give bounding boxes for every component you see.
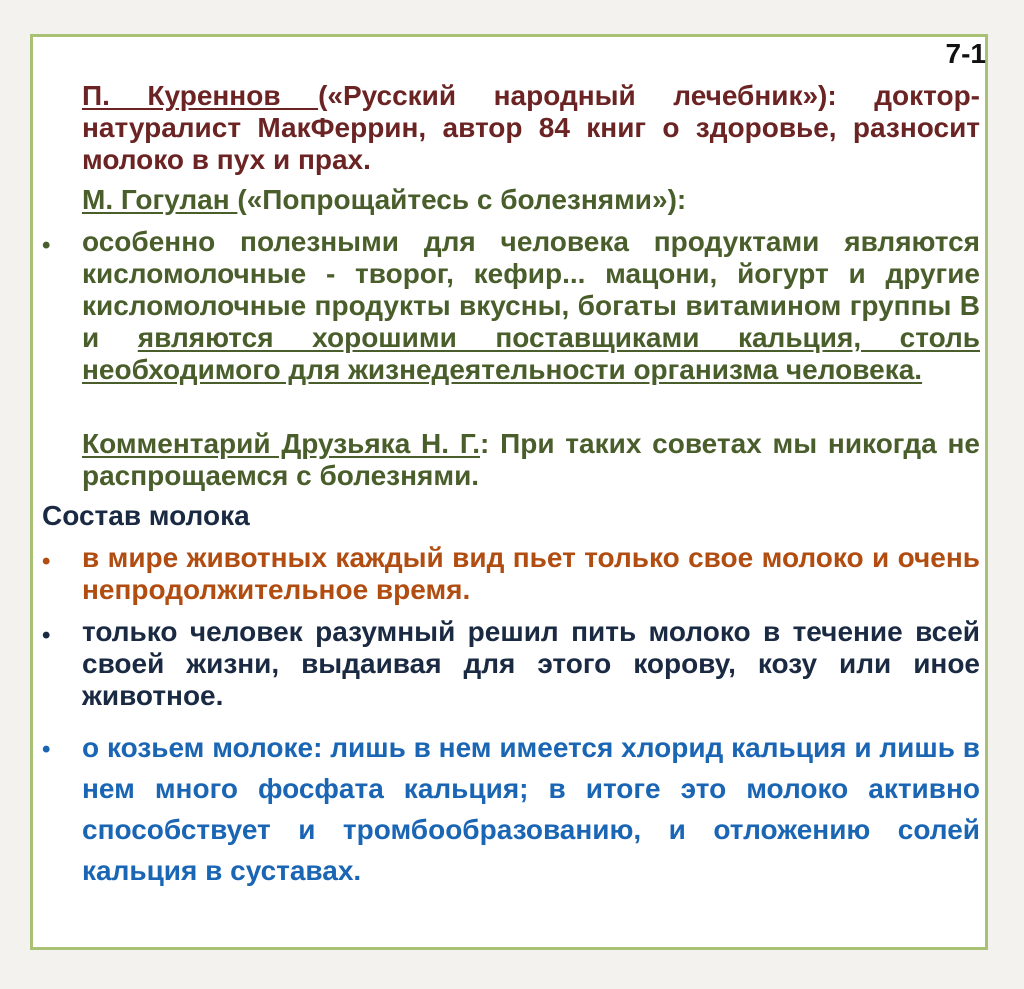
comment-label: Комментарий Друзьяка Н. Г. [82, 428, 480, 459]
gogulan-author: М. Гогулан [82, 184, 238, 215]
animals-bullet: в мире животных каждый вид пьет только свое молоко и очень непродолжительное время. [82, 542, 980, 605]
fermented-milk-text: особенно полезными для человека продуктами являются кисломолочные - творог, кефир... мацони, йогурт и другие кисломолочные продукты вкусны, богаты витамином группы В и [82, 226, 980, 353]
goat-milk-bullet: о козьем молоке: лишь в нем имеется хлорид кальция и лишь в нем много фосфата кальция; в итоге это молоко активно способствует и тромбообразованию, и отложению солей кальция в суставах. [82, 732, 980, 886]
fermented-milk-bullet [82, 226, 980, 386]
comment-paragraph [82, 428, 980, 492]
section-heading: Состав молока [42, 500, 250, 531]
gogulan-paragraph [82, 184, 980, 216]
kurennov-paragraph [82, 80, 980, 176]
comment-text: : При таких советах мы никогда не распрощаемся с болезнями. [82, 428, 981, 491]
slide-number: 7-1 [945, 38, 986, 69]
human-bullet: только человек разумный решил пить молоко в течение всей своей жизни, выдаивая для этого корову, козу или иное животное. [82, 616, 980, 711]
bullet-marker: • [42, 548, 51, 575]
bullet-marker: • [42, 622, 51, 649]
kurennov-author: П. Куреннов [82, 80, 319, 111]
kurennov-text: («Русский народный лечебник»): доктор-натуралист МакФеррин, автор 84 книг о здоровье, разносит молоко в пух и прах. [82, 80, 980, 175]
calcium-highlight: являются хорошими поставщиками кальция, столь необходимого для жизнедеятельности организма человека. [82, 322, 980, 385]
bullet-marker: • [42, 736, 51, 763]
gogulan-text: («Попрощайтесь с болезнями»): [237, 184, 687, 215]
bullet-marker: • [42, 232, 51, 259]
